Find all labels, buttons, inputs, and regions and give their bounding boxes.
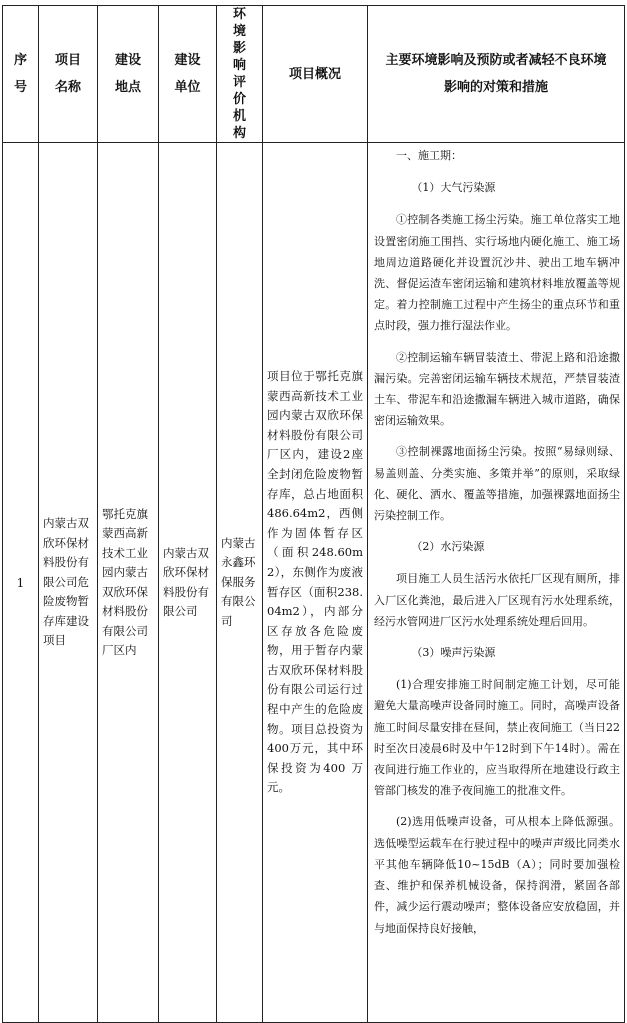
measures-paragraph: （3）噪声污染源	[411, 646, 496, 660]
header-location-text: 建设地点	[114, 53, 141, 95]
measures-paragraph: ②控制运输车辆冒装渣土、带泥上路和沿途撒漏污染。完善密闭运输车辆技术规范，严禁冒装渣土车、带泥车和沿途撒漏车辆进入城市道路，确保密闭运输效果。	[374, 350, 620, 428]
measures-paragraph: ③控制裸露地面扬尘污染。按照“易绿则绿、易盖则盖、分类实施、多策并举”的原则，采取绿化、硬化、洒水、覆盖等措施，加强裸露地面扬尘污染控制工作。	[374, 445, 620, 523]
row-eia-org: 内蒙古永鑫环保服务有限公司	[221, 535, 256, 628]
header-row	[3, 6, 625, 143]
header-measures-text: 主要环境影响及预防或者减轻不良环境影响的对策和措施	[385, 53, 607, 95]
row-no: 1	[3, 143, 39, 1023]
measures-paragraph: 项目施工人员生活污水依托厂区现有厕所，排入厂区化粪池，最后进入厂区现有污水处理系统，经污水管网进厂区污水处理系统处理后回用。	[374, 572, 620, 628]
header-overview-text: 项目概况	[288, 66, 341, 82]
header-overview	[263, 6, 368, 143]
header-eia-org-text: 环境影响评价机构	[232, 7, 246, 141]
row-eia-org-cell	[217, 143, 263, 1023]
header-unit-text: 建设单位	[174, 53, 201, 95]
measures-paragraph: （2）水污染源	[411, 540, 485, 554]
row-overview-cell	[263, 143, 368, 1023]
table-row	[3, 143, 625, 1023]
measures-paragraph: (2)选用低噪声设备，可从根本上降低源强。选低噪型运载车在行驶过程中的噪声声级比同类水平其他车辆降低10~15dB（A）；同时要加强检查、维护和保养机械设备，保持润滑，紧固各部件，减少运行震动噪声；整体设备应安放稳固，并与地面保持良好接触，	[374, 815, 620, 935]
measures-paragraph: （1）大气污染源	[411, 181, 496, 195]
header-no	[3, 6, 39, 143]
row-location: 鄂托克旗蒙西高新技术工业园内蒙古双欣环保材料股份有限公司厂区内	[102, 506, 148, 657]
row-unit-cell	[159, 143, 217, 1023]
measures-text	[368, 143, 624, 939]
header-measures	[368, 6, 625, 143]
header-no-text: 序号	[13, 53, 27, 95]
row-unit: 内蒙古双欣环保材料股份有限公司	[163, 545, 209, 618]
measures-paragraph: 一、施工期：	[396, 149, 462, 162]
header-name-text: 项目名称	[54, 53, 81, 95]
row-name-cell	[39, 143, 98, 1023]
header-location	[98, 6, 159, 143]
row-overview: 项目位于鄂托克旗蒙西高新技术工业园内蒙古双欣环保材料股份有限公司厂区内，建设2座全封闭危险废物暂存库，总占地面积486.64m2，西侧作为固体暂存区（面积248.60m2），东侧作为废液暂存区（面积238.04m2），内部分区存放各危险废物，用于暂存内蒙古双欣环保材料股份有限公司运行过程中产生的危险废物。项目总投资为400万元，其中环保投资为400 万元。	[267, 368, 363, 795]
measures-paragraph: ①控制各类施工扬尘污染。施工单位落实工地设置密闭施工围挡、实行场地内硬化施工、施工场地周边道路硬化并设置沉沙井、驶出工地车辆冲洗、督促运渣车密闭运输和建筑材料堆放覆盖等规定。着力控制施工过程中产生扬尘的重点环节和重点时段，强力推行湿法作业。	[374, 213, 620, 333]
row-location-cell	[98, 143, 159, 1023]
row-measures-cell	[368, 143, 625, 1023]
header-unit	[159, 6, 217, 143]
measures-paragraph: (1)合理安排施工时间制定施工计划，尽可能避免大量高噪声设备同时施工。同时，高噪声设备施工时间尽量安排在昼间，禁止夜间施工（当日22时至次日凌晨6时及中午12时到下午14时）。需在夜间进行施工作业的，应当取得所在地建设行政主管部门核发的准予夜间施工的批准文件。	[374, 678, 620, 798]
row-name: 内蒙古双欣环保材料股份有限公司危险废物暂存库建设项目	[43, 516, 89, 648]
project-table	[2, 5, 625, 1023]
header-eia-org	[217, 6, 263, 143]
header-name	[39, 6, 98, 143]
